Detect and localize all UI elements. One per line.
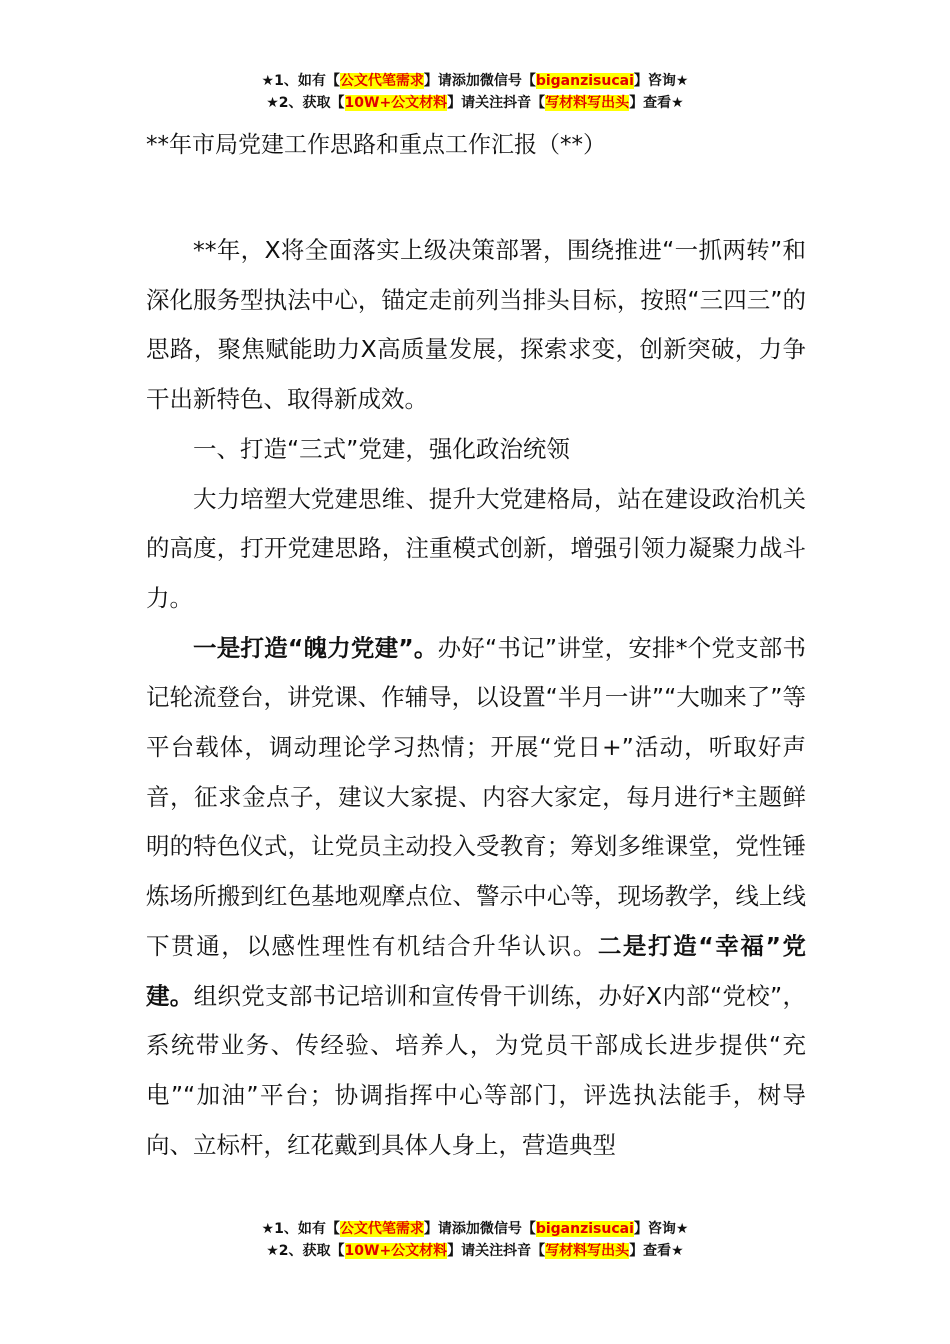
banner-line-2 [0,92,950,114]
paragraph-party-building [146,624,806,1171]
paragraph-intro: **年，X将全面落实上级决策部署，围绕推进“一抓两转”和深化服务型执法中心，锚定走前列当排头目标，按照“三四三”的思路，聚焦赋能助力X高质量发展，探索求变，创新突破，力争干出新特色、取得新成效。 [146,236,806,414]
bottom-banner-line-2 [0,1240,950,1262]
bottom-banner [0,1218,950,1262]
document-body [146,226,806,1170]
banner-line-2-suffix: 】查看★ [629,95,684,111]
banner-line-1-prefix: ★1、如有【 [261,73,340,89]
bottom-banner-line-1-suffix: 】咨询★ [633,1221,689,1237]
banner-line-1-middle: 】请添加微信号【 [423,73,536,89]
banner-line-2-middle: 】请关注抖音【 [447,95,546,111]
bottom-banner-line-1-highlight-1: 公文代笔需求 [339,1221,424,1237]
bottom-banner-line-2-highlight-2: 写材料写出头 [545,1243,630,1259]
banner-line-1-suffix: 】咨询★ [633,73,689,89]
banner-line-2-highlight-1: 10W+公文材料 [344,95,448,111]
point-two-text: 组织党支部书记培训和宣传骨干训练，办好X内部“党校”，系统带业务、传经验、培养人，为党员干部成长进步提供“充电”“加油”平台；协调指挥中心等部门，评选执法能手，树导向、立标杆，红花戴到具体人身上，营造典型 [146,981,807,1159]
section-heading: 一、打造“三式”党建，强化政治统领 [193,434,570,463]
point-one-text: 办好“书记”讲堂，安排*个党支部书记轮流登台，讲党课、作辅导，以设置“半月一讲”“大咖来了”等平台载体，调动理论学习热情；开展“党日+”活动，听取好声音，征求金点子，建议大家提、内容大家定，每月进行*主题鲜明的特色仪式，让党员主动投入受教育；筹划多维课堂，党性锤炼场所搬到红色基地观摩点位、警示中心等，现场教学，线上线下贯通，以感性理性有机结合升华认识。 [146,633,806,960]
banner-line-1-highlight-2: biganzisucai [535,73,634,89]
banner-line-1-highlight-1: 公文代笔需求 [339,73,424,89]
banner-line-2-highlight-2: 写材料写出头 [545,95,630,111]
bottom-banner-line-1-highlight-2: biganzisucai [535,1221,634,1237]
paragraph-section-intro: 大力培塑大党建思维、提升大党建格局，站在建设政治机关的高度，打开党建思路，注重模式创新，增强引领力凝聚力战斗力。 [146,484,806,612]
document-title: **年市局党建工作思路和重点工作汇报（**） [146,132,606,158]
banner-line-2-prefix: ★2、获取【 [266,95,345,111]
bottom-banner-line-2-prefix: ★2、获取【 [266,1243,345,1259]
bottom-banner-line-2-suffix: 】查看★ [629,1243,684,1259]
point-one-heading: 一是打造“魄力党建”。 [193,633,438,662]
banner-line-1 [0,70,950,92]
top-banner [0,70,950,114]
point-two-heading: 二是打造“幸福”党建。 [146,931,807,1010]
bottom-banner-line-1-middle: 】请添加微信号【 [423,1221,536,1237]
bottom-banner-line-2-middle: 】请关注抖音【 [447,1243,546,1259]
bottom-banner-line-1-prefix: ★1、如有【 [261,1221,340,1237]
bottom-banner-line-2-highlight-1: 10W+公文材料 [344,1243,448,1259]
bottom-banner-line-1 [0,1218,950,1240]
